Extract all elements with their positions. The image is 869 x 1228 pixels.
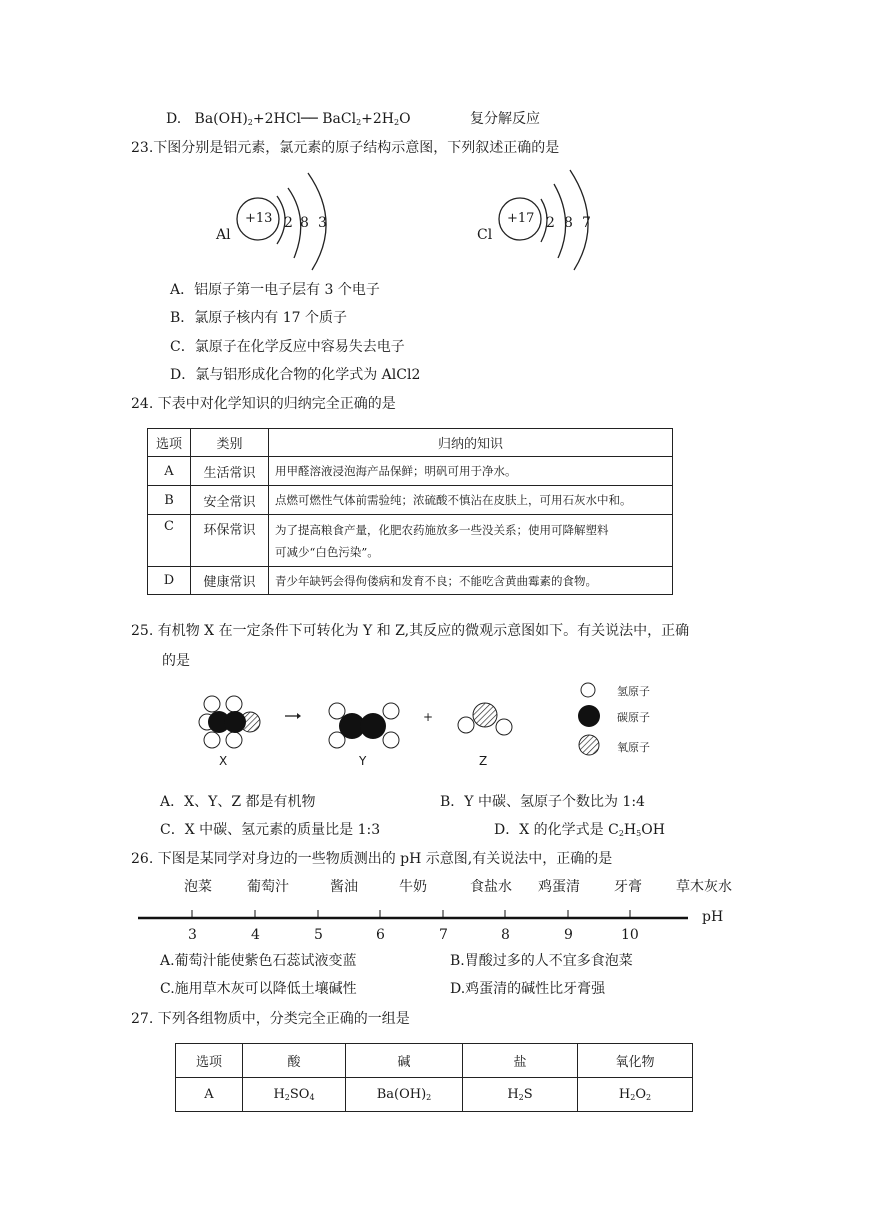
table-row: [148, 515, 673, 567]
q23-stem: 23.下图分别是铝元素，氯元素的原子结构示意图，下列叙述正确的是: [131, 140, 560, 156]
table-header-row: [176, 1044, 693, 1078]
row-option: A: [148, 457, 191, 486]
q27-stem: 27. 下列各组物质中，分类完全正确的一组是: [131, 1011, 410, 1027]
q25-option-b: B．Y 中碳、氢原子个数比为 1:4: [440, 794, 645, 810]
table-header-row: [148, 429, 673, 457]
row-salt: $H_2S$: [463, 1078, 578, 1112]
q26-option-b: B.胃酸过多的人不宜多食泡菜: [450, 953, 633, 969]
legend-carbon-symbol: [578, 705, 600, 727]
header-oxide: 氧化物: [578, 1044, 693, 1078]
q24-table: [147, 428, 673, 595]
legend-oxygen-symbol: [579, 735, 599, 755]
molecule-x: [199, 696, 260, 748]
q25-stem-line2: 的是: [162, 653, 190, 669]
q23-option-d: D．氯与铝形成化合物的化学式为 AlCl2: [170, 367, 421, 383]
header-option: 选项: [148, 429, 191, 457]
q25-option-d: D．X 的化学式是 $C_2H_5OH$: [494, 822, 665, 838]
al-shell-3-electrons: 3: [318, 215, 327, 231]
row-category: 环保常识: [191, 515, 269, 567]
ph-tick-label: 10: [621, 927, 639, 943]
q25-stem-line1: 25. 有机物 X 在一定条件下可转化为 Y 和 Z,其反应的微观示意图如下。有关说法中，正确: [131, 623, 690, 639]
ph-item: 牙膏: [614, 879, 642, 895]
row-category: 安全常识: [191, 486, 269, 515]
q25-option-c: C．X 中碳、氢元素的质量比是 1:3: [160, 822, 381, 838]
cl-shell-2-electrons: 8: [564, 215, 573, 231]
cl-shell-3-electrons: 7: [582, 215, 591, 231]
header-knowledge: 归纳的知识: [269, 429, 673, 457]
legend-symbols: [578, 683, 600, 755]
table-row: [148, 486, 673, 515]
row-knowledge: 青少年缺钙会得佝偻病和发育不良；不能吃含黄曲霉素的食物。: [269, 567, 673, 595]
q26-stem: 26. 下图是某同学对身边的一些物质测出的 pH 示意图,有关说法中，正确的是: [131, 851, 613, 867]
molecule-z: [458, 703, 512, 735]
ph-item: 草木灰水: [676, 879, 732, 895]
q23-option-b: B．氯原子核内有 17 个质子: [170, 310, 348, 326]
row-option: A: [176, 1078, 243, 1112]
row-category: 健康常识: [191, 567, 269, 595]
table-row: [148, 567, 673, 595]
ph-item: 牛奶: [399, 879, 427, 895]
ph-tick-label: 7: [439, 927, 448, 943]
row-knowledge: 点燃可燃性气体前需验纯；浓硫酸不慎沾在皮肤上，可用石灰水中和。: [269, 486, 673, 515]
al-nucleus-charge: +13: [245, 211, 273, 226]
header-option: 选项: [176, 1044, 243, 1078]
q23-option-a: A．铝原子第一电子层有 3 个电子: [170, 282, 380, 298]
q26-option-d: D.鸡蛋清的碱性比牙膏强: [450, 981, 606, 997]
q25-option-a: A．X、Y、Z 都是有机物: [160, 794, 316, 810]
ph-tick-label: 5: [314, 927, 323, 943]
header-acid: 酸: [243, 1044, 346, 1078]
q22-reaction-type: 复分解反应: [470, 111, 540, 127]
label-x: X: [219, 754, 228, 768]
q27-table: [175, 1043, 693, 1112]
row-knowledge: 用甲醛溶液浸泡海产品保鲜；明矾可用于净水。: [269, 457, 673, 486]
legend-hydrogen: 氢原子: [617, 685, 650, 698]
al-shell-1-electrons: 2: [284, 215, 293, 231]
header-salt: 盐: [463, 1044, 578, 1078]
cl-symbol: Cl: [477, 227, 493, 243]
row-option: B: [148, 486, 191, 515]
header-category: 类别: [191, 429, 269, 457]
ph-item: 鸡蛋清: [538, 879, 580, 895]
row-category: 生活常识: [191, 457, 269, 486]
ph-item: 食盐水: [470, 879, 512, 895]
row-acid: $H_2SO_4$: [243, 1078, 346, 1112]
cl-shell-1-electrons: 2: [546, 215, 555, 231]
ph-axis: [138, 910, 688, 918]
plus-sign: +: [423, 710, 434, 724]
header-base: 碱: [346, 1044, 463, 1078]
ph-item: 葡萄汁: [247, 879, 289, 895]
legend-carbon: 碳原子: [617, 711, 650, 724]
molecule-y: [329, 703, 399, 748]
row-option: D: [148, 567, 191, 595]
ph-item: 泡菜: [184, 879, 212, 895]
q26-option-a: A.葡萄汁能使紫色石蕊试液变蓝: [160, 953, 357, 969]
label-y: Y: [359, 754, 367, 768]
q23-option-c: C．氯原子在化学反应中容易失去电子: [170, 339, 405, 355]
row-knowledge: 为了提高粮食产量，化肥农药施放多一些没关系；使用可降解塑料 可减少“白色污染”。: [269, 515, 673, 567]
ph-item: 酱油: [330, 879, 358, 895]
row-base: $Ba(OH)_2$: [346, 1078, 463, 1112]
q24-stem: 24. 下表中对化学知识的归纳完全正确的是: [131, 396, 396, 412]
ph-tick-label: 6: [376, 927, 385, 943]
ph-tick-label: 8: [501, 927, 510, 943]
row-oxide: $H_2O_2$: [578, 1078, 693, 1112]
al-shell-2-electrons: 8: [300, 215, 309, 231]
ph-axis-label: pH: [702, 909, 724, 925]
ph-tick-label: 4: [251, 927, 260, 943]
label-z: Z: [479, 754, 488, 768]
legend-oxygen: 氧原子: [617, 741, 650, 754]
al-symbol: Al: [216, 227, 231, 243]
q22-option-d: D. $Ba(OH)_2+2HCl──$ $BaCl_2+2H_2O$: [166, 111, 411, 127]
legend-hydrogen-symbol: [581, 683, 595, 697]
reaction-arrow: [285, 713, 301, 719]
ph-tick-label: 3: [188, 927, 197, 943]
table-row: [148, 457, 673, 486]
cl-nucleus-charge: +17: [507, 211, 535, 226]
row-option: C: [148, 515, 191, 567]
ph-tick-label: 9: [564, 927, 573, 943]
table-row: [176, 1078, 693, 1112]
q26-option-c: C.施用草木灰可以降低土壤碱性: [160, 981, 357, 997]
